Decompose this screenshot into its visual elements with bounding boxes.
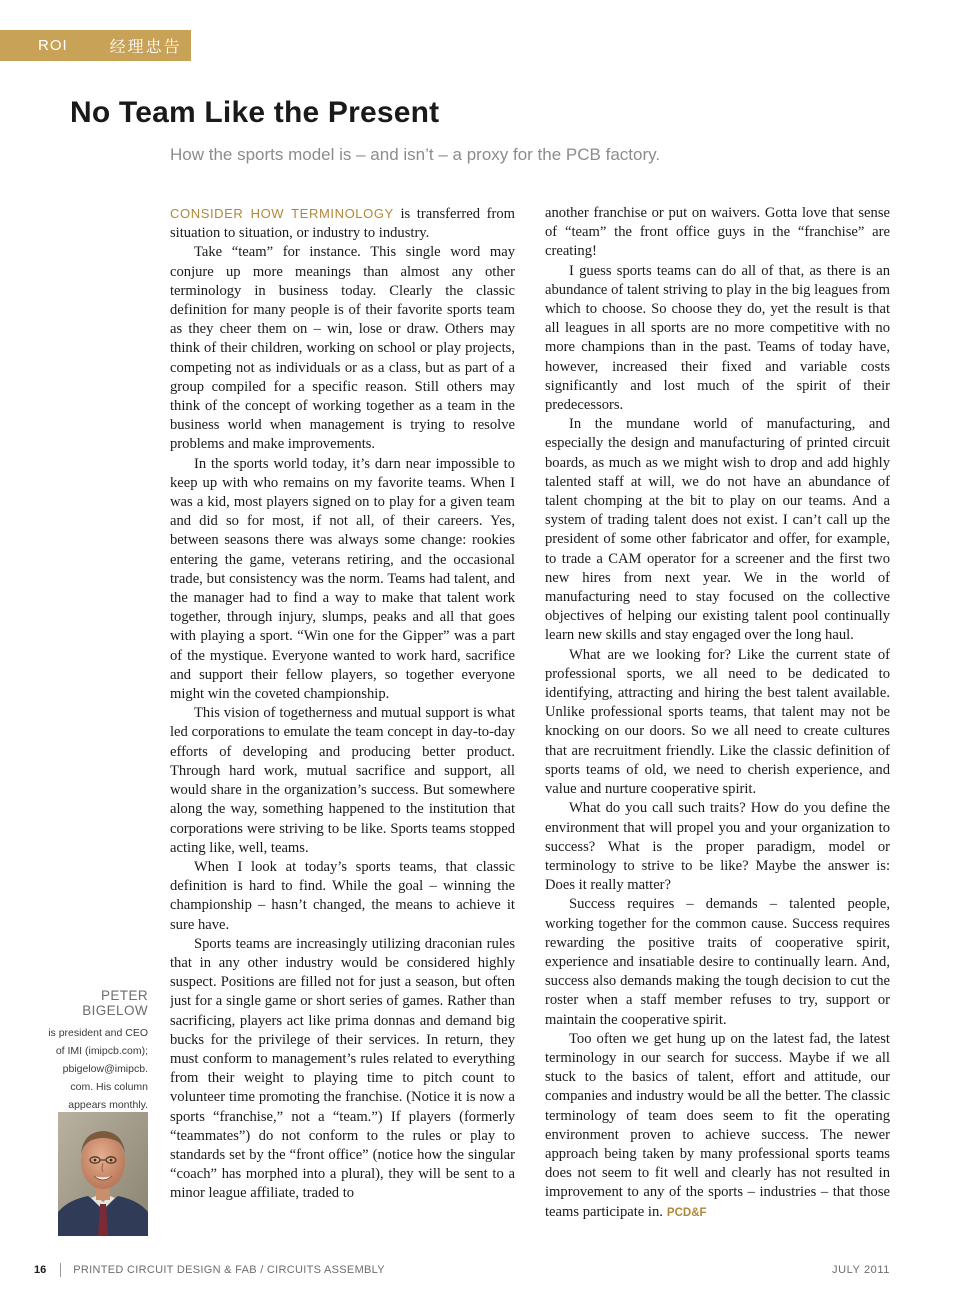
- section-label-chinese: 经理忠告: [109, 37, 182, 56]
- author-bio-line: com. His column: [70, 1081, 148, 1093]
- footer-divider: [60, 1263, 61, 1277]
- section-tab: [0, 30, 191, 61]
- paragraph-6-end: another franchise or put on waivers. Gotta love that sense of “team” the front office guys in the “franchise” are creating!: [545, 205, 890, 260]
- paragraph-8: In the mundane world of manufacturing, and especially the design and manufacturing of printed circuit boards, as much as we might wish to drop and add highly talented staff at will, we do not have an abundance of talent chomping at the bit to play on our teams. And a system of trading talent does not exist. I can’t call up the president of some other fabricator and offer, for example, to trade a CAM operator for a screener and the first two new hires from next year. We in the world of manufacturing need to stay focused on the collective objectives of helping our existing talent pool continually learn new skills and stay engaged over the long haul.: [545, 416, 890, 644]
- author-bio: [40, 1024, 148, 1114]
- paragraph-3: In the sports world today, it’s darn near impossible to keep up with who remains on my favorite teams. When I was a kid, most players signed on to play for a given team and did so for most, if not all, of their careers. Yes, between seasons there was always some change: rookies entering the game, veterans retiring, and the occasional trade, but consistency was the norm. Teams had talent, and the manager had to find a way to make that talent work together, through injury, slumps, peaks and all that goes with playing a sport. “Win one for the Gipper” was a part of the mystique. Everyone wanted to work hard, sacrifice and support their fellow players, so together everyone might win the coveted championship.: [170, 455, 515, 703]
- paragraph-9: What are we looking for? Like the current state of professional sports, we all need to be dedicated to identifying, attracting and hiring the best talent available. Unlike professional sports teams, that talent may not be knocking on our doors. So we all need to create cultures that are recruitment friendly. Like the classic definition of sports teams of old, we need to cherish experience, and value and nurture cooperative spirit.: [545, 646, 890, 798]
- article-column-right: [545, 204, 890, 1244]
- author-portrait-image: [58, 1112, 148, 1236]
- paragraph-7: I guess sports teams can do all of that, as there is an abundance of talent striving to play in the big leagues from which to choose. So choose they do, yet the result is that all leagues in all sports are no more competitive with no more champions than in the past. Teams of today have, however, increased their fixed and variable costs significantly and lost much of the spirit of their predecessors.: [545, 262, 890, 414]
- article-subtitle: How the sports model is – and isn’t – a proxy for the PCB factory.: [170, 145, 661, 164]
- author-bio-line: is president and CEO: [48, 1027, 148, 1039]
- paragraph-6-start: Sports teams are increasingly utilizing draconian rules that in any other industry would be considered highly suspect. Positions are filled not for just a season, but often just for a single game or short series of games. Rather than sacrificing, players act like prima donnas and demand big bucks for the privilege of their services. In return, they must conform to management’s rules related to everything from their weight to playing time to pitch count to volunteer time promoting the franchise. (Notice it is now a sports “franchise,” not a “team.”) If players (formerly “teammates”) do not conform to the rules or play to standards set by the “front office” (notice how the singular “coach” has morphed into a plural), they will be sent to a minor league affiliate, traded to: [170, 935, 515, 1202]
- page-number: 16: [34, 1264, 47, 1276]
- author-bio-line: of IMI (imipcb.com);: [55, 1045, 148, 1057]
- lead-in: CONSIDER HOW TERMINOLOGY: [170, 206, 394, 221]
- paragraph-11: Success requires – demands – talented people, working together for the common cause. Success requires rewarding the positive traits of cooperative spirit, experience and insatiable desire to continually learn. And, success also demands making the tough decision to cut the roster when a staff member refuses to try, support or maintain the cooperative spirit.: [545, 896, 890, 1028]
- paragraph-10: What do you call such traits? How do you define the environment that will propel you and your organization to success? What is the proper paradigm, model or terminology to strive to be like? Maybe the answer is: Does it really matter?: [545, 800, 890, 894]
- author-bio-line: appears monthly.: [68, 1099, 148, 1111]
- author-box: [40, 988, 148, 1114]
- paragraph-1-text: is transferred from situation to situation, or industry to industry.: [170, 206, 515, 242]
- article-title: No Team Like the Present: [70, 96, 440, 129]
- paragraph-1: [170, 204, 515, 243]
- paragraph-12: [545, 1030, 890, 1223]
- author-portrait: [58, 1112, 148, 1236]
- paragraph-4: This vision of togetherness and mutual support is what led corporations to emulate the team concept in day-to-day efforts of developing and producing better product. Through hard work, mutual sacrifice and support, all would share in the organization’s success. But somewhere along the way, something happened to the institution that corporations were striving to be like. Sports teams stopped acting like, well, teams.: [170, 705, 515, 856]
- article-column-left: [170, 204, 515, 1244]
- author-name: PETER BIGELOW: [82, 988, 148, 1018]
- publication-name: PRINTED CIRCUIT DESIGN & FAB / CIRCUITS ASSEMBLY: [73, 1264, 385, 1276]
- signoff-logo: PCD&F: [666, 1206, 707, 1219]
- issue-date: JULY 2011: [832, 1264, 890, 1276]
- footer-left: [34, 1262, 385, 1278]
- section-label: ROI: [38, 37, 68, 54]
- author-bio-line: pbigelow@imipcb.: [62, 1063, 148, 1075]
- paragraph-12-text: Too often we get hung up on the latest fad, the latest terminology in our search for success. Maybe if we all stuck to the basics of talent, effort and attitude, our companies and industry would be all the better. The classic terminology of team does seem to fit the operating environment proven to achieve success. The newer approach being taken by many professional sports teams does not seem to fit well and clearly has not resulted in improvement to any of the sports – industries – that those teams participate in.: [545, 1030, 890, 1220]
- paragraph-5: When I look at today’s sports teams, that classic definition is hard to find. While the goal – winning the championship – hasn’t changed, the means to achieve it sure have.: [170, 858, 515, 933]
- paragraph-2: Take “team” for instance. This single word may conjure up more meanings than almost any other terminology in business today. Clearly the classic definition for many people is of their favorite sports team as they cheer them on – win, lose or draw. Others may think of their children, working on school or play projects, competing not as individuals or as a class, but as part of a group compiled for a specific reason. Still others may think of the concept of working together as a team in the business world when management is trying to resolve problems and make improvements.: [170, 244, 515, 453]
